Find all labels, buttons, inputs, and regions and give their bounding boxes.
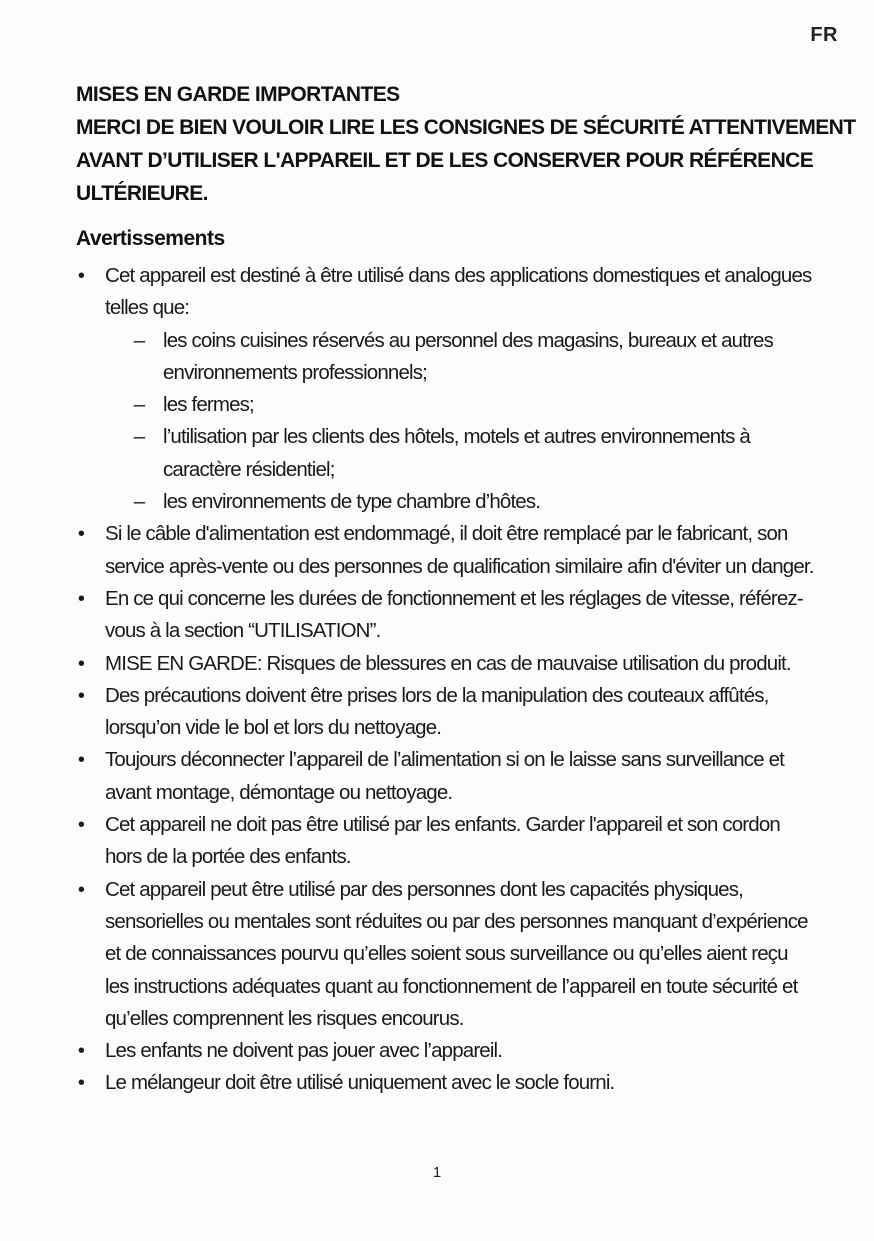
list-item-text: Si le câble d'alimentation est endommagé, il doit être remplacé par le fabricant, son service après-vente ou des personnes de qualification similaire afin d'éviter un danger. xyxy=(105,522,814,578)
list-item xyxy=(76,648,816,680)
bullet-icon: • xyxy=(77,814,85,837)
bullet-icon: • xyxy=(77,878,85,901)
bullet-icon: • xyxy=(77,265,85,287)
list-item xyxy=(76,809,816,874)
section-title: Avertissements xyxy=(76,227,225,250)
sub-list-item xyxy=(105,325,816,390)
list-item-text: Toujours déconnecter l’appareil de l’alimentation si on le laisse sans surveillance et avant montage, démontage ou nettoyage. xyxy=(105,748,784,804)
bullet-icon: • xyxy=(77,1072,85,1095)
list-item xyxy=(76,874,816,1035)
list-item-text: Cet appareil ne doit pas être utilisé par les enfants. Garder l'appareil et son cordon hors de la portée des enfants. xyxy=(105,813,780,869)
sub-list-item xyxy=(105,421,816,486)
list-item xyxy=(76,518,816,583)
list-item-text: Cet appareil est destiné à être utilisé dans des applications domestiques et analogues telles que: xyxy=(105,264,812,320)
bullet-icon: • xyxy=(77,587,85,610)
safety-header xyxy=(76,78,856,210)
list-item xyxy=(76,1035,816,1067)
list-item xyxy=(76,1067,816,1099)
header-line-1: MISES EN GARDE IMPORTANTES xyxy=(76,83,400,106)
list-item-text: Des précautions doivent être prises lors de la manipulation des couteaux affûtés, lorsqu’on vide le bol et lors du nettoyage. xyxy=(105,683,769,740)
bullet-icon: • xyxy=(77,652,85,675)
dash-icon: – xyxy=(133,425,145,449)
list-item-text: Les enfants ne doivent pas jouer avec l’appareil. xyxy=(105,1039,503,1063)
header-line-4: ULTÉRIEURE. xyxy=(76,182,208,205)
warnings-list xyxy=(76,260,816,1100)
list-item xyxy=(76,583,816,648)
list-item xyxy=(76,680,816,745)
sub-list xyxy=(105,325,816,519)
sub-list-item-text: l’utilisation par les clients des hôtels, motels et autres environnements à caractère résidentiel; xyxy=(163,425,750,481)
sub-list-item-text: les coins cuisines réservés au personnel des magasins, bureaux et autres environnements professionnels; xyxy=(163,328,773,384)
sub-list-item-text: les environnements de type chambre d’hôtes. xyxy=(163,490,541,514)
list-item-text: Le mélangeur doit être utilisé uniquement avec le socle fourni. xyxy=(105,1071,615,1095)
bullet-icon: • xyxy=(77,684,85,707)
dash-icon: – xyxy=(133,490,145,514)
language-code: FR xyxy=(810,24,838,46)
list-item-text: Cet appareil peut être utilisé par des personnes dont les capacités physiques, sensorielles ou mentales sont réduites ou par des personnes manquant d’expérience et de connaissances pourvu qu’elles soient sous surveillance ou qu’elles aient reçu les instructions adéquates quant au fonctionnement de l’appareil en toute sécurité et qu’elles comprennent les risques encourus. xyxy=(105,877,808,1030)
sub-list-item xyxy=(105,389,816,421)
list-item-text: En ce qui concerne les durées de fonctionnement et les réglages de vitesse, référez-vous à la section “UTILISATION”. xyxy=(105,586,803,643)
list-item xyxy=(76,744,816,809)
header-line-2: MERCI DE BIEN VOULOIR LIRE LES CONSIGNES DE SÉCURITÉ ATTENTIVEMENT xyxy=(76,116,856,139)
header-line-3: AVANT D’UTILISER L'APPAREIL ET DE LES CONSERVER POUR RÉFÉRENCE xyxy=(76,149,814,172)
page-number: 1 xyxy=(432,1164,442,1181)
sub-list-item-text: les fermes; xyxy=(163,393,254,417)
bullet-icon: • xyxy=(77,1040,85,1063)
bullet-icon: • xyxy=(77,749,85,772)
list-item xyxy=(76,260,816,518)
dash-icon: – xyxy=(133,328,145,352)
sub-list-item xyxy=(105,486,816,518)
dash-icon: – xyxy=(133,393,145,417)
bullet-icon: • xyxy=(77,523,85,546)
list-item-text: MISE EN GARDE: Risques de blessures en cas de mauvaise utilisation du produit. xyxy=(105,651,791,675)
